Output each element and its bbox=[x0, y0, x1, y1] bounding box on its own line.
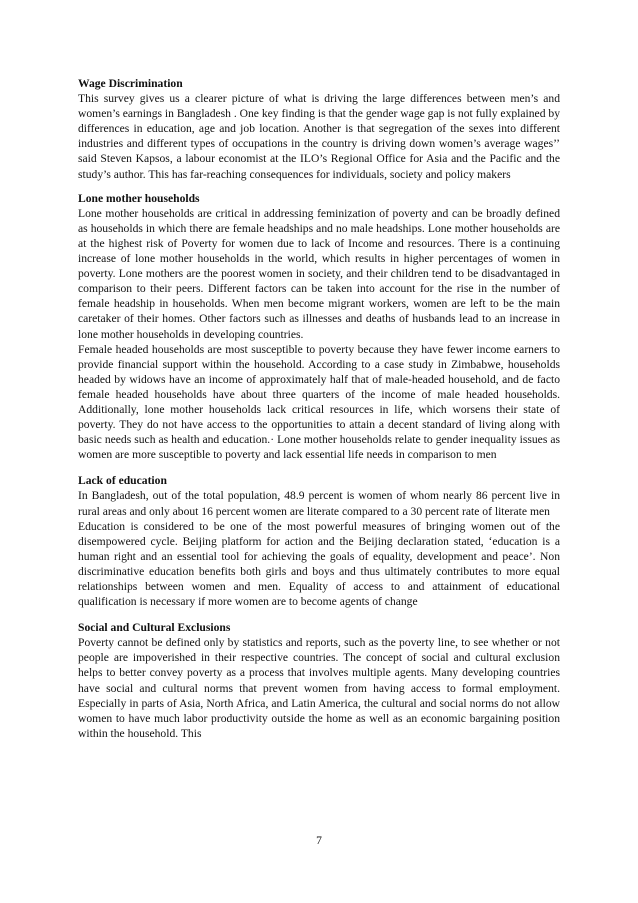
section-heading: Wage Discrimination bbox=[78, 77, 183, 90]
section-heading: Social and Cultural Exclusions bbox=[78, 621, 231, 635]
section-lack-of-education bbox=[78, 473, 560, 609]
page-number: 7 bbox=[316, 834, 322, 847]
section-heading: Lack of education bbox=[78, 474, 167, 488]
section-social-cultural-exclusions bbox=[78, 620, 560, 741]
section-lone-mother-households bbox=[78, 191, 560, 463]
paragraph: Lone mother households are critical in addressing feminization of poverty and can be broadly defined as households in which there are female headships and no male headships. Lone mother households are at the highest risk of Poverty for women due to lack of Income and resources. There is a continuing increase of lone mother households in the world, which results in higher percentages of women in poverty. Lone mothers are the poorest women in society, and their children tend to be disadvantaged in comparison to their peers. Different factors can be taken into account for the rise in the number of female headship in households. When men become migrant workers, women are left to be the main caretaker of their homes. Other factors such as illnesses and deaths of husbands lead to an increase in lone mother households in developing countries. bbox=[78, 206, 560, 341]
paragraph: Poverty cannot be defined only by statistics and reports, such as the poverty line, to see whether or not people are impoverished in their respective countries. The concept of social and cultural exclusion helps to better convey poverty as a process that involves multiple agents. Many developing countries have social and cultural norms that prevent women from having access to formal employment. Especially in parts of Asia, North Africa, and Latin America, the cultural and social norms do not allow women to have much labor productivity outside the home as well as an economic bargaining position within the household. This bbox=[78, 636, 560, 740]
paragraph: In Bangladesh, out of the total population, 48.9 percent is women of whom nearly 86 percent live in rural areas and only about 16 percent women are literate compared to a 30 percent rate of literate men bbox=[78, 489, 560, 518]
section-heading: Lone mother households bbox=[78, 191, 200, 205]
paragraph: Education is considered to be one of the most powerful measures of bringing women out of the disempowered cycle. Beijing platform for action and the Beijing declaration stated, ‘education is a human right and an essential tool for achieving the goals of equality, development and peace’. Non discriminative education benefits both girls and boys and thus ultimately contributes to more equal relationships between women and men. Equality of access to and attainment of educational qualification is necessary if more women are to become agents of change bbox=[78, 519, 560, 609]
section-wage-discrimination bbox=[78, 76, 560, 182]
body-text bbox=[78, 76, 560, 750]
paragraph: Female headed households are most susceptible to poverty because they have fewer income earners to provide financial support within the household. According to a case study in Zimbabwe, households headed by widows have an income of approximately half that of male-headed household, and de facto female headed households have about three quarters of the income of male headed households. Additionally, lone mother households lack critical resources in life, which worsens their state of poverty. They do not have access to the opportunities to attain a decent standard of living along with basic needs such as health and education.· Lone mother households relate to gender inequality issues as women are more susceptible to poverty and lack essential life needs in comparison to men bbox=[78, 342, 560, 462]
paragraph: This survey gives us a clearer picture of what is driving the large differences between men’s and women’s earnings in Bangladesh . One key finding is that the gender wage gap is not fully explained by differences in education, age and job location. Another is that segregation of the sexes into different industries and different types of occupations in the country is driving down women’s average wages’’ said Steven Kapsos, a labour economist at the ILO’s Regional Office for Asia and the Pacific and the study’s author. This has far-reaching consequences for individuals, society and policy makers bbox=[78, 92, 560, 181]
